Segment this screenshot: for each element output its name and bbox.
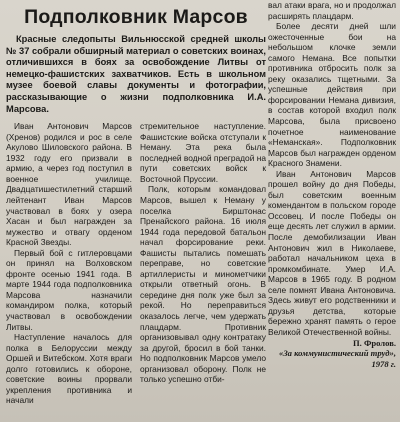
source-citation [268,348,396,369]
article-main-block [6,6,266,406]
article-columns [6,121,266,406]
paragraph: Наступление началось для полка в Белоруссии между Оршей и Витебском. Хотя враги долго готовились к обороне, советские воины прорвали укрепления противника и начали [6,332,132,406]
paragraph: Иван Антонович Марсов (Хренов) родился и рос в селе Акулово Шиловского района. В 1932 году его призвали в армию, а через год поступил в военное училище. Двадцатишестилетний старший лейтенант Иван Марсов участвовал в боях у озера Хасан и был награжден за мужество и отвагу орденом Красной Звезды. [6,121,132,248]
article-column-3 [268,0,396,369]
article-column-2 [140,121,266,406]
paragraph: Более десяти дней шли ожесточенные бои на небольшом клочке земли самого Немана. Все попытки противника отбросить полк за реку оказались тщетными. За успешные действия при форсировании Немана дивизия, в состав которой входил полк Марсова, была присвоено почетное наименование «Неманская». Подполковник Марсов был награжден орденом Красного Знамени. [268,21,396,169]
source-name: «За коммунистический труд», 1978 г. [279,348,396,369]
paragraph: Первый бой с гитлеровцами он принял на Волховском фронте осенью 1941 года. В марте 1944 года подполковника Марсова назначили командиром полка, который участвовал в освобождении Литвы. [6,247,132,332]
article-column-1 [6,121,132,406]
paragraph: стремительное наступление. Фашистские войска отступали к Неману. Эта река была последней водной преградой на пути советских войск к Восточной Пруссии. [140,121,266,184]
article-title: Подполковник Марсов [24,6,248,28]
paragraph: Полк, которым командовал Марсов, вышел к Неману у поселка Бирштонас Пренайского района. 16 июля 1944 года передовой батальон начал форсирование реки. Фашисты пытались помешать переправе, но советские артиллеристы и минометчики открыли ответный огонь. В середине дня полк уже был за рекой. Но переправиться оказалось легче, чем удержать плацдарм. Противник организовывал одну контратаку за другой, бросил в бой танки. Но подполковник Марсов умело организовал оборону. Полк не только успешно отби- [140,184,266,385]
paragraph: Иван Антонович Марсов прошел войну до дня Победы, был советским военным комендантом в польском городе Оссовец. И после Победы он еще десять лет служил в армии. После демобилизации Иван Антонович жил в Николаеве, работал начальником цеха в промкомбинате. Умер И.А. Марсов в 1965 году. В родном селе помнят Ивана Антоновича. Здесь живут его родственники и друзья детства, которые бережно хранят память о герое Великой Отечественной войны. [268,168,396,337]
article-lead: Красные следопыты Вильнюсской средней школы № 37 собрали обширный материал о советских воинах, отличившихся в боях за освобождение Литвы от немецко-фашистских захватчиков. Есть в школьном музее боевой славы документы и фотографии, рассказывающие о жизни подполковника И.А. Марсова. [6,34,266,114]
author-name: П. Фролов. [352,337,396,348]
paragraph: вал атаки врага, но и продолжал расширять плацдарм. [268,0,396,21]
author-signature [268,338,396,349]
